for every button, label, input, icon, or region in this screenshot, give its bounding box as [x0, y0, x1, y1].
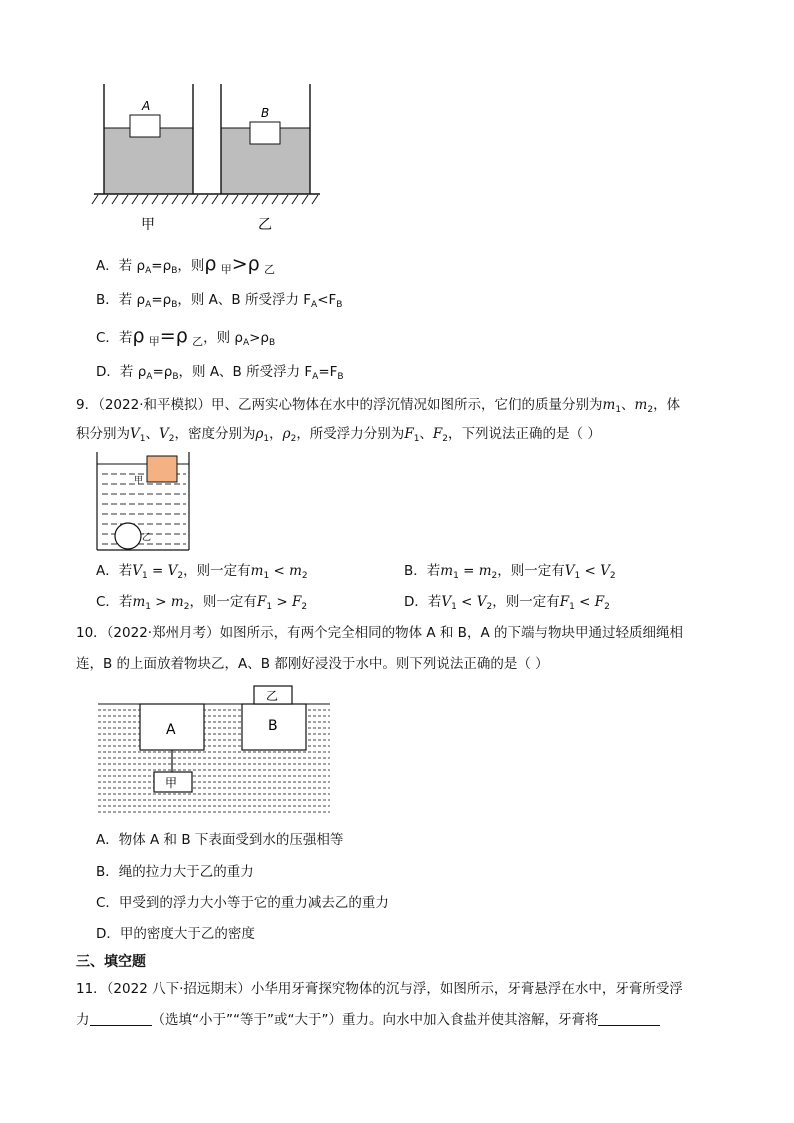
q9-stem-line2: 积分别为$V_1$、$V_2$，密度分别为$\rho_1$，$\rho_2$，所受浮力分别为$F_1$、$F_2$，下列说法正确的是（ ） [76, 426, 601, 444]
block-yi-text: 乙 [266, 689, 279, 703]
block-a-text: A [166, 722, 176, 738]
q10-option-b[interactable]: B．绳的拉力大于乙的重力 [96, 864, 254, 880]
object-jia-block [147, 456, 177, 482]
q10-option-a[interactable]: A．物体 A 和 B 下表面受到水的压强相等 [96, 832, 344, 848]
object-jia-label: 甲 [134, 476, 144, 486]
q8-option-d[interactable]: D．若 $\rho_A=\rho_B$，则 A、B 所受浮力 $F_A=F_B$ [96, 364, 344, 382]
q9-option-c[interactable]: C．若$m_1 > m_2$，则一定有$F_1 > F_2$ [96, 594, 308, 612]
q9-option-b[interactable]: B．若$m_1 = m_2$，则一定有$V_1 < V_2$ [404, 563, 616, 581]
q9-option-a[interactable]: A．若$V_1 = V_2$，则一定有$m_1 < m_2$ [96, 563, 308, 581]
object-yi-ball [115, 523, 141, 549]
q11-stem-line2: 力 （选填“小于”“等于”或“大于”）重力。向水中加入食盐并使其溶解，牙膏将 [76, 1010, 660, 1030]
q9-option-d[interactable]: D．若$V_1 < V_2$，则一定有$F_1 < F_2$ [404, 594, 610, 612]
q11-blank-1[interactable] [90, 1011, 152, 1026]
q10-stem-line2: 连，B 的上面放着物块乙，A、B 都刚好浸没于水中。则下列说法正确的是（ ） [76, 656, 549, 672]
block-b-label: B [261, 106, 270, 120]
q10-option-d[interactable]: D．甲的密度大于乙的密度 [96, 926, 255, 942]
q8-option-b[interactable]: B．若 $\rho_A=\rho_B$，则 A、B 所受浮力 $F_A<F_B$ [96, 292, 343, 310]
q10-option-c[interactable]: C．甲受到的浮力大小等于它的重力减去乙的重力 [96, 895, 389, 911]
q9-stem-line1: 9．（2022·和平模拟）甲、乙两实心物体在水中的浮沉情况如图所示，它们的质量分别为$m_1$、$m_2$，体 [76, 397, 681, 415]
object-yi-label: 乙 [142, 533, 152, 543]
container-right-caption: 乙 [258, 217, 272, 233]
q8-option-c[interactable]: C．若ρ $_甲$=ρ $_乙$，则 $\rho_A>\rho_B$ [96, 325, 276, 348]
figure-tethered-blocks [98, 682, 330, 818]
block-b-text: B [268, 718, 278, 734]
q10-stem-line1: 10．（2022·郑州月考）如图所示，有两个完全相同的物体 A 和 B，A 的下端与物块甲通过轻质细绳相 [76, 625, 683, 641]
figure-two-containers [90, 80, 330, 240]
q11-blank-2[interactable] [598, 1011, 660, 1026]
block-jia-text: 甲 [165, 776, 178, 790]
q11-stem-line1: 11．（2022 八下·招远期末）小华用牙膏探究物体的沉与浮，如图所示，牙膏悬浮在水中，牙膏所受浮 [76, 981, 683, 997]
section-heading-fill-in: 三、填空题 [76, 954, 146, 970]
q8-option-a[interactable]: A．若 $\rho_A=\rho_B$，则ρ $_甲$>ρ $_乙$ [96, 253, 276, 276]
container-left-caption: 甲 [141, 217, 155, 233]
block-a-label: A [142, 99, 151, 113]
figure-floating-objects [94, 450, 194, 554]
